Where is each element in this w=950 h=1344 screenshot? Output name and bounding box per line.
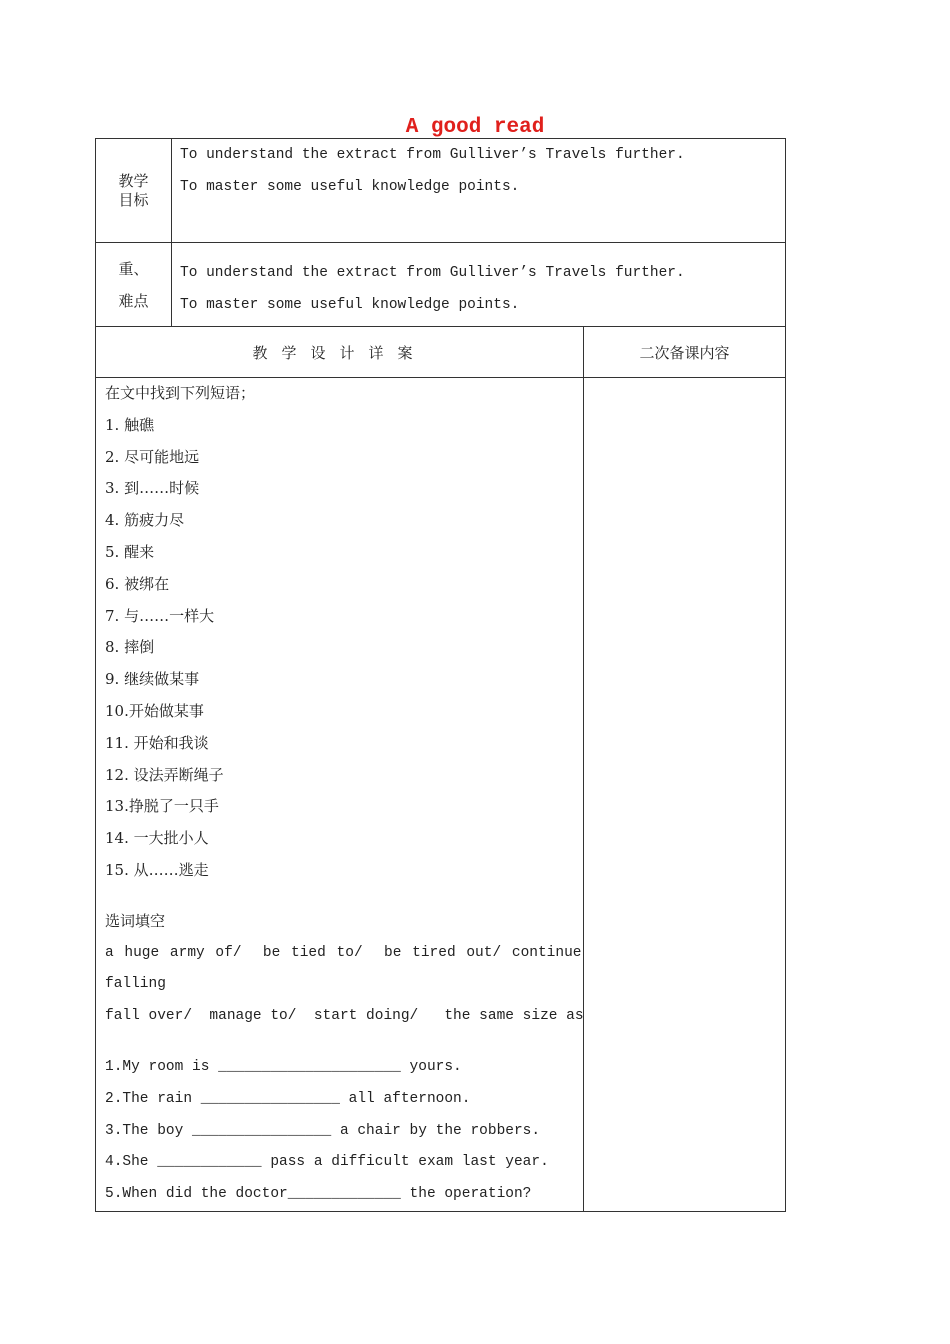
second-header: 二次备课内容 [639,343,730,362]
difficulties-label-line2: 难点 [118,291,149,310]
objectives-label-line2: 目标 [118,190,149,209]
second-prep-content [584,378,786,1212]
phrases-intro: 在文中找到下列短语； [105,384,256,402]
phrase-item: 7. 与……一样大 [105,606,215,625]
objectives-content [172,139,786,243]
phrase-item: 4. 筋疲力尽 [105,511,185,530]
objective-line: To master some useful knowledge points. [180,179,520,195]
phrase-item: 8. 摔倒 [105,638,155,657]
difficulties-label-line1: 重、 [118,259,149,278]
difficulty-line: To understand the extract from Gulliver’s Travels further. [180,265,685,281]
lesson-plan-table [95,138,786,1212]
design-content [96,378,584,1212]
difficulties-row [96,243,786,327]
fill-sentence: 3.The boy ________________ a chair by the robbers. [105,1122,541,1139]
phrase-item: 10.开始做某事 [105,701,204,720]
design-header: 教学设计详案 [252,343,427,362]
phrase-item: 9. 继续做某事 [105,670,200,689]
fill-heading: 选词填空 [105,911,166,930]
phrase-item: 1. 触礁 [105,415,155,434]
fill-options-line: falling [105,976,166,993]
phrase-item: 14. 一大批小人 [105,829,209,848]
phrase-item: 15. 从……逃走 [105,860,209,879]
objectives-label-line1: 教学 [118,171,149,190]
design-header-cell [96,327,584,378]
fill-sentence: 4.She ____________ pass a difficult exam last year. [105,1154,549,1171]
content-row [96,378,786,1212]
objective-line: To understand the extract from Gulliver’s Travels further. [180,147,685,163]
difficulty-line: To master some useful knowledge points. [180,297,520,313]
fill-sentence: 2.The rain ________________ all afternoon. [105,1090,471,1107]
difficulties-content [172,243,786,327]
fill-options-line: a huge army of/ be tied to/ be tired out/ continue [105,944,582,961]
objectives-row [96,139,786,243]
phrase-item: 12. 设法弄断绳子 [105,765,224,784]
fill-options-line: fall over/ manage to/ start doing/ the same size as [105,1008,584,1025]
second-header-cell [584,327,786,378]
difficulties-label [96,243,172,327]
phrase-item: 2. 尽可能地远 [105,447,200,466]
phrase-item: 11. 开始和我谈 [105,733,209,752]
fill-sentence: 1.My room is _____________________ yours. [105,1058,462,1075]
fill-sentence: 5.When did the doctor_____________ the operation? [105,1186,532,1203]
objectives-label [96,139,172,243]
phrase-item: 3. 到……时候 [105,479,200,498]
header-row [96,327,786,378]
document-title: A good read [405,116,545,139]
phrase-item: 6. 被绑在 [105,574,170,593]
phrase-item: 5. 醒来 [105,542,155,561]
phrase-item: 13.挣脱了一只手 [105,797,219,816]
